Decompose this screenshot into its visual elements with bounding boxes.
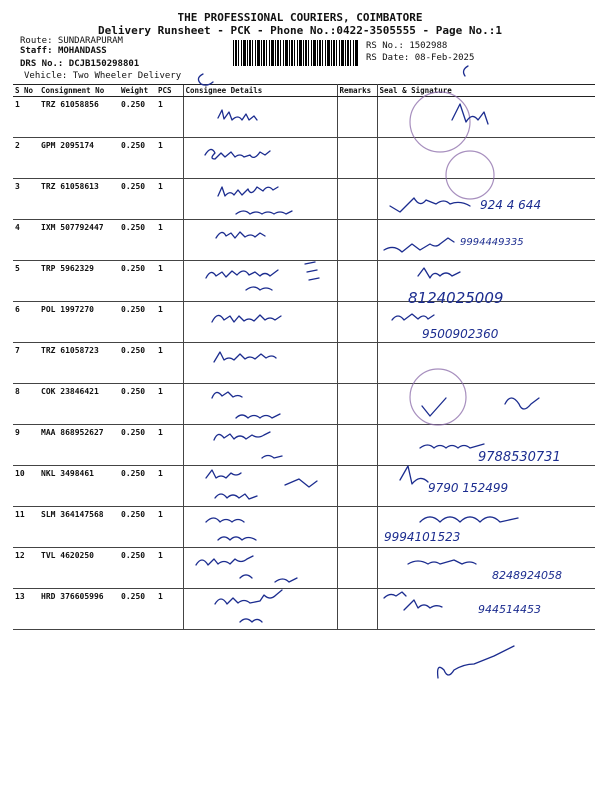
sno-cell: 2: [13, 138, 39, 179]
pcs-cell: 1: [156, 179, 183, 220]
consignee-handwriting: [196, 110, 319, 622]
pcs-cell: 1: [156, 384, 183, 425]
pcs-cell: 1: [156, 97, 183, 138]
handwritten-phone: 8124025009: [408, 289, 504, 307]
drs-label: DRS No.:: [20, 59, 64, 69]
col-header-consignee: Consignee Details: [183, 85, 337, 97]
consignment-cell: TRP 5962329: [39, 261, 119, 302]
consignment-cell: POL 1997270: [39, 302, 119, 343]
weight-cell: 0.250: [119, 97, 156, 138]
handwritten-phone: 924 4 644: [480, 198, 542, 212]
sno-cell: 8: [13, 384, 39, 425]
handwritten-phone: 8248924058: [492, 569, 562, 582]
weight-cell: 0.250: [119, 384, 156, 425]
weight-cell: 0.250: [119, 343, 156, 384]
route-label: Route: SUNDARAPURAM: [20, 36, 123, 46]
handwritten-phone: 9788530731: [478, 450, 561, 465]
weight-cell: 0.250: [119, 589, 156, 630]
footer-signature: [438, 646, 514, 678]
sno-cell: 9: [13, 425, 39, 466]
handwritten-mark: [464, 66, 468, 76]
weight-cell: 0.250: [119, 179, 156, 220]
weight-cell: 0.250: [119, 548, 156, 589]
pcs-cell: 1: [156, 548, 183, 589]
consignment-cell: SLM 364147568: [39, 507, 119, 548]
weight-cell: 0.250: [119, 138, 156, 179]
pcs-cell: 1: [156, 302, 183, 343]
drs-value: DCJB150298801: [68, 59, 140, 69]
col-header-pcs: PCS: [156, 85, 183, 97]
pcs-cell: 1: [156, 466, 183, 507]
sno-cell: 7: [13, 343, 39, 384]
consignment-cell: HRD 376605996: [39, 589, 119, 630]
handwritten-phone: 944514453: [478, 603, 541, 616]
sno-cell: 13: [13, 589, 39, 630]
pcs-cell: 1: [156, 589, 183, 630]
consignment-cell: TRZ 61058856: [39, 97, 119, 138]
handwritten-phone: 9500902360: [422, 327, 499, 341]
pcs-cell: 1: [156, 343, 183, 384]
weight-cell: 0.250: [119, 466, 156, 507]
runsheet-title: Delivery Runsheet - PCK - Phone No.:0422-3505555 - Page No.:1: [98, 24, 502, 37]
weight-cell: 0.250: [119, 220, 156, 261]
staff-value: MOHANDASS: [57, 46, 107, 56]
handwritten-mark: [198, 74, 213, 85]
sno-cell: 5: [13, 261, 39, 302]
weight-cell: 0.250: [119, 261, 156, 302]
rs-date: RS Date: 08-Feb-2025: [366, 53, 475, 63]
handwritten-phone: 9790 152499: [428, 481, 509, 495]
handwritten-phone: 9994101523: [384, 530, 461, 544]
weight-cell: 0.250: [119, 425, 156, 466]
consignment-cell: TRZ 61058613: [39, 179, 119, 220]
sno-cell: 10: [13, 466, 39, 507]
sno-cell: 3: [13, 179, 39, 220]
col-header-remarks: Remarks: [337, 85, 377, 97]
col-header-consignment: Consignment No: [39, 85, 119, 97]
signature-handwriting: [384, 92, 542, 678]
company-title: THE PROFESSIONAL COURIERS, COIMBATORE: [177, 11, 423, 24]
rs-number: RS No.: 1502988: [366, 41, 448, 51]
weight-cell: 0.250: [119, 507, 156, 548]
vehicle-label: Vehicle: Two Wheeler Delivery: [24, 71, 182, 81]
col-header-weight: Weight: [119, 85, 156, 97]
sno-cell: 1: [13, 97, 39, 138]
col-header-sno: S No: [13, 85, 39, 97]
consignment-cell: TRZ 61058723: [39, 343, 119, 384]
consignment-cell: TVL 4620250: [39, 548, 119, 589]
consignment-cell: NKL 3498461: [39, 466, 119, 507]
sno-cell: 4: [13, 220, 39, 261]
sno-cell: 11: [13, 507, 39, 548]
handwritten-phone: 9994449335: [460, 237, 524, 248]
col-header-signature: Seal & Signature: [377, 85, 595, 97]
weight-cell: 0.250: [119, 302, 156, 343]
sno-cell: 6: [13, 302, 39, 343]
consignment-cell: MAA 868952627: [39, 425, 119, 466]
pcs-cell: 1: [156, 261, 183, 302]
pcs-cell: 1: [156, 220, 183, 261]
pcs-cell: 1: [156, 507, 183, 548]
sno-cell: 12: [13, 548, 39, 589]
consignment-cell: IXM 507792447: [39, 220, 119, 261]
consignment-cell: COK 23846421: [39, 384, 119, 425]
consignment-cell: GPM 2095174: [39, 138, 119, 179]
pcs-cell: 1: [156, 138, 183, 179]
staff-label: Staff:: [20, 46, 53, 56]
pcs-cell: 1: [156, 425, 183, 466]
